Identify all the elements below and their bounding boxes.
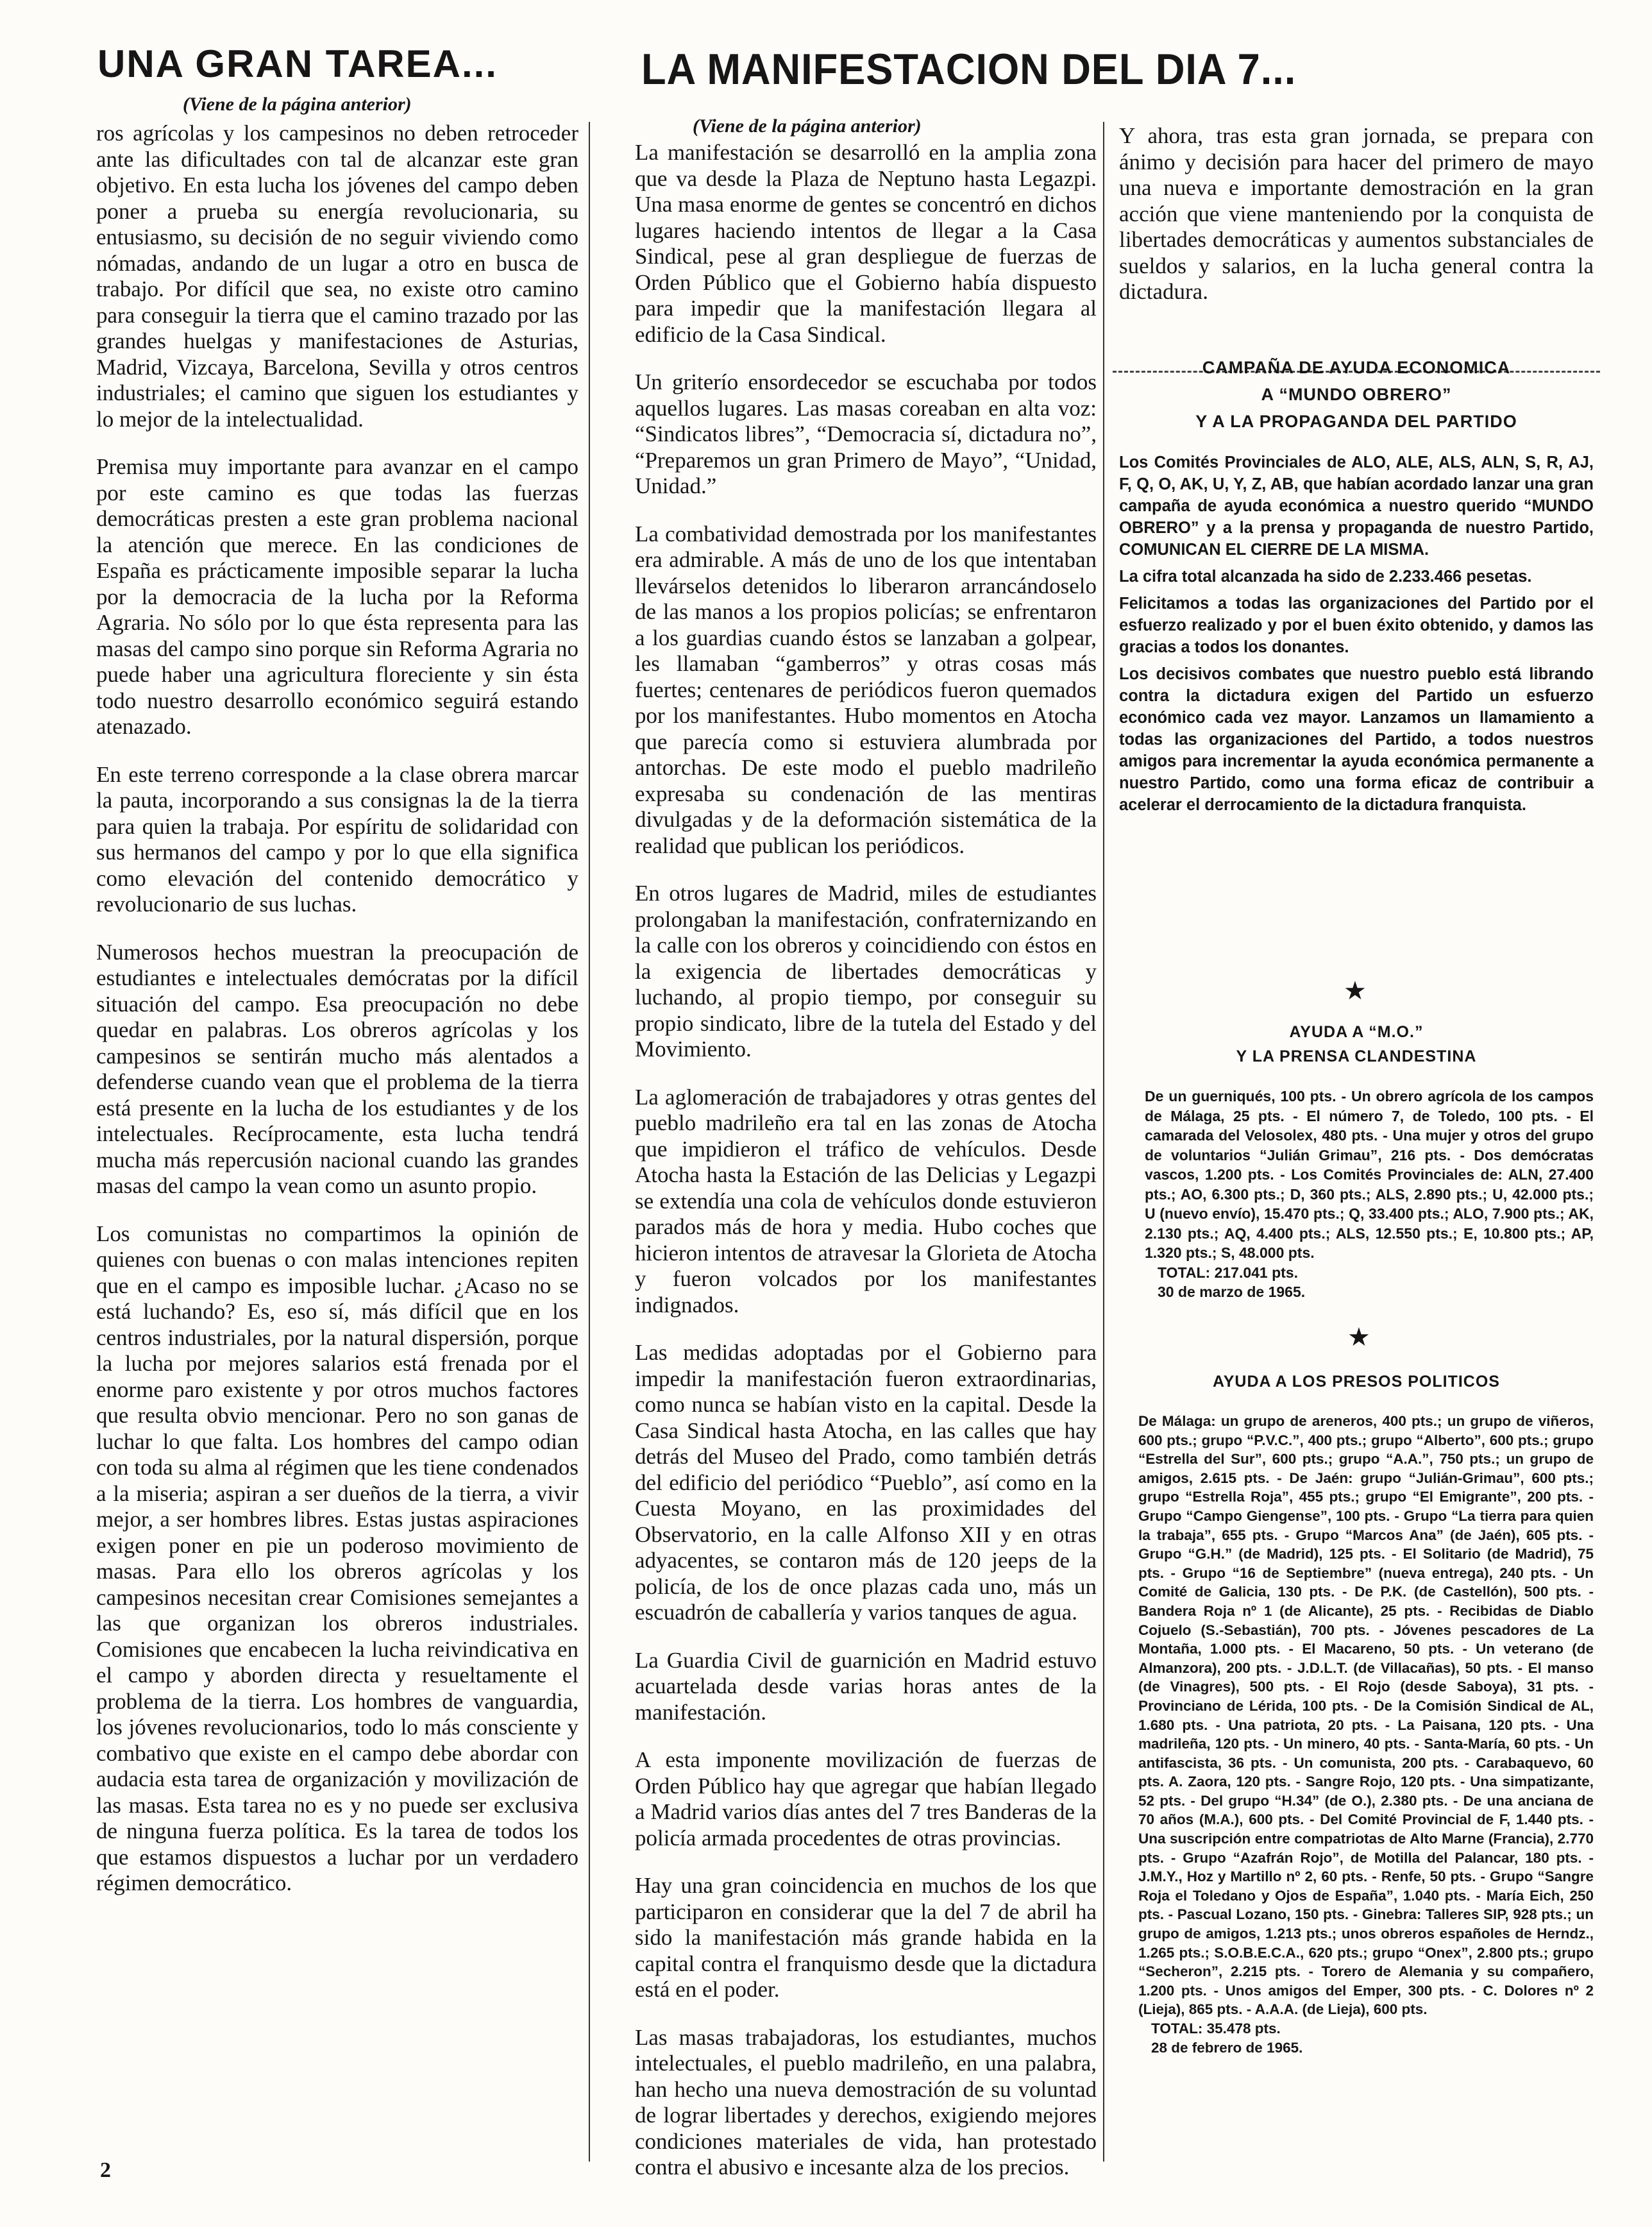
ayuda-presos-text: De Málaga: un grupo de areneros, 400 pts.; un grupo de viñeros, 600 pts.; grupo “P.V.C.”, 400 pts.; grupo “Alberto”, 600 pts.; grupo “Estrella del Sur”, 600 pts.; grupo “A.A.”, 750 pts.; un grupo de amigos, 2.615 pts. - De Jaén: grupo “Julián-Grimau”, 600 pts.; grupo “Estrella Roja”, 455 pts.; grupo “El Emigrante”, 200 pts. - Grupo “Campo Giengense”, 100 pts. - Grupo “La tierra para quien la trabaja”, 655 pts. - Grupo “Marcos Ana” (de Jaén), 605 pts. - Grupo “G.H.” (de Madrid), 125 pts. - El Solitario (de Madrid), 75 pts. - Grupo “16 de Septiembre” (nueva entrega), 240 pts. - Un Comité de Galicia, 130 pts. - De P.K. (de Castellón), 500 pts. - Bandera Roja nº 1 (de Alicante), 25 pts. - Recibidas de Diablo Cojuelo (S.-Sebastián), 700 pts. - Jóvenes pescadores de La Montaña, 1.000 pts. - El Macareno, 50 pts. - Un veterano (de Almanzora), 200 pts. - J.D.L.T. (de Villacañas), 50 pts. - El manso (de Vinagres), 500 pts. - El Rojo (desde Saboya), 31 pts. - Provinciano de Lérida, 100 pts. - De la Comisión Sindical de AL, 1.680 pts. - Una patriota, 20 pts. - La Paisana, 120 pts. - Una madrileña, 120 pts. - Un minero, 40 pts. - Santa-María, 60 pts. - Un antifascista, 36 pts. - Un comunista, 200 pts. - Carabaquevo, 60 pts. A. Zaora, 120 pts. - Sangre Rojo, 120 pts. - Una simpatizante, 52 pts. - Del grupo “H.34” (de O.), 2.380 pts. - De una anciana de 70 años (M.A.), 600 pts. - Del Comité Provincial de F, 1.440 pts. - Una suscripción entre compatriotas de Alto Marne (Francia), 2.770 pts. - Grupo “Azafrán Rojo”, de Motilla del Palancar, 180 pts. - J.M.Y., Hoz y Martillo nº 2, 60 pts. - Renfe, 50 pts. - Grupo “Sangre Roja el Toledano y Ojos de España”, 1.040 pts. - María Eich, 250 pts. - Pascual Lozano, 150 pts. - Ginebra: Talleres SIP, 928 pts.; un grupo de amigos, 1.213 pts.; unos obreros españoles de Herndz., 1.265 pts.; S.O.B.E.C.A., 620 pts.; grupo “Onex”, 2.800 pts.; grupo “Secheron”, 2.215 pts. - Torero de Alemania y su compañero, 1.200 pts. - Unos amigos del Emper, 300 pts. - C. Dolores nº 2 (Lieja), 865 pts. - A.A.A. (de Lieja), 600 pts. xyxy=(1138,1413,1594,2018)
middle-paragraph: La Guardia Civil de guarnición en Madrid estuvo acuartelada desde varias horas antes de la manifestación. xyxy=(635,1647,1097,1725)
ayuda-presos-date: 28 de febrero de 1965. xyxy=(1151,2039,1303,2056)
ayuda-presos-title: AYUDA A LOS PRESOS POLITICOS xyxy=(1213,1373,1500,1391)
campaign-paragraph: Los decisivos combates que nuestro pueblo está librando contra la dictadura exigen del Partido un esfuerzo económico cada vez mayor. Lanzamos un llamamiento a todas las organizaciones del Partido, a todos nuestros amigos para incrementar la ayuda económica permanente a nuestro Partido, como una forma eficaz de contribuir a acelerar el derrocamiento de la dictadura franquista. xyxy=(1119,665,1594,814)
ayuda-mo-section xyxy=(1119,1020,1594,1302)
left-article-body xyxy=(96,121,578,1918)
page-number: 2 xyxy=(100,2158,111,2182)
campaign-paragraph: Felicitamos a todas las organizaciones del Partido por el esfuerzo realizado y por el buen éxito obtenido, y damos las gracias a todos los donantes. xyxy=(1119,595,1594,656)
campaign-body xyxy=(1119,452,1594,816)
campaign-box xyxy=(1119,354,1594,821)
ayuda-mo-total: TOTAL: 217.041 pts. xyxy=(1158,1264,1298,1281)
middle-paragraph: Las masas trabajadoras, los estudiantes, muchos intelectuales, el pueblo madrileño, en una palabra, han hecho una nueva demostración de su voluntad de lograr libertades y derechos, exigiendo mejores condiciones materiales de vida, han protestado contra el abusivo e incesante alza de los precios. xyxy=(635,2024,1097,2180)
campaign-title-line: CAMPAÑA DE AYUDA ECONOMICA xyxy=(1202,358,1511,377)
left-paragraph: Los comunistas no compartimos la opinión de quienes con buenas o con malas intenciones repiten que en el campo es imposible luchar. ¿Acaso no se está luchando? Es, eso sí, más difícil que en los centros industriales, por la natural dispersión, porque la lucha por mejores salarios está frenada por el enorme paro existente y por otros muchos factores que resulta obvio mencionar. Pero no son ganas de luchar lo que falta. Los hombres del campo odian con toda su alma al régimen que les tiene condenados a la miseria; aspiran a ser dueños de la tierra, a vivir mejor, a ser hombres libres. Estas justas aspiraciones exigen poner en pie un poderoso movimiento de masas. Para ello los obreros agrícolas y los campesinos necesitan crear Comisiones semejantes a las que organizan los obreros industriales. Comisiones que encabecen la lucha reivindicativa en el campo y aborden directa y resueltamente el problema de la tierra. Los hombres de vanguardia, los jóvenes revolucionarios, todo lo más consciente y combativo que existe en el campo debe abordar con audacia esta tarea de organización y movilización de las masas. Esta tarea no es y no puede ser exclusiva de ninguna fuerza política. Es la tarea de todos los que estamos dispuestos a luchar por un verdadero régimen democrático. xyxy=(96,1221,578,1895)
star-divider: ★ xyxy=(1344,976,1367,1005)
middle-paragraph: En otros lugares de Madrid, miles de estudiantes prolongaban la manifestación, confraternizando en la calle con los obreros y coincidiendo con éstos en la exigencia de libertades democráticas y luchando, al propio tiempo, por conseguir su propio sindicato, libre de la tutela del Estado y del Movimiento. xyxy=(635,881,1097,1062)
middle-headline: LA MANIFESTACION DEL DIA 7... xyxy=(641,45,1297,94)
ayuda-mo-title-line: AYUDA A “M.O.” xyxy=(1289,1023,1424,1041)
middle-paragraph: La aglomeración de trabajadores y otras gentes del pueblo madrileño era tal en las zonas de Atocha que impidieron el tráfico de vehículos. Desde Atocha hasta la Estación de las Delicias y Legazpi se extendía una cola de vehículos donde estuvieron parados más de hora y media. Hubo coches que hicieron intentos de atravesar la Glorieta de Atocha y fueron volcados por los manifestantes indignados. xyxy=(635,1084,1097,1317)
campaign-title-line: A “MUNDO OBRERO” xyxy=(1261,385,1452,404)
left-headline: UNA GRAN TAREA... xyxy=(97,42,498,85)
left-paragraph: Numerosos hechos muestran la preocupación de estudiantes e intelectuales demócratas por la difícil situación del campo. Esa preocupación no debe quedar en palabras. Los obreros agrícolas y los campesinos se sentirán mucho más alentados a defenderse cuando vean que el problema de la tierra está presente en la lucha de los estudiantes y de los intelectuales. Recíprocamente, esta lucha tendrá mucha más repercusión nacional cuando las grandes masas del campo la vean como un asunto propio. xyxy=(96,939,578,1198)
left-kicker: (Viene de la página anterior) xyxy=(183,94,412,115)
middle-paragraph: Hay una gran coincidencia en muchos de los que participaron en considerar que la del 7 de abril ha sido la manifestación más grande habida en la capital contra el franquismo desde que la dictadura está en el poder. xyxy=(635,1873,1097,2002)
column-divider xyxy=(1103,122,1104,2162)
left-paragraph: ros agrícolas y los campesinos no deben retroceder ante las dificultades con tal de alcanzar este gran objetivo. En esta lucha los jóvenes del campo deben poner a prueba su energía revolucionaria, su entusiasmo, su decisión de no seguir viviendo como nómadas, andando de un lugar a otro en busca de trabajo. Por difícil que sea, no existe otro camino para conseguir la tierra que el camino trazado por las grandes huelgas y manifestaciones de Asturias, Madrid, Vizcaya, Barcelona, Sevilla y otros centros industriales; el camino que siguen los estudiantes y lo mejor de la intelectualidad. xyxy=(96,121,578,432)
middle-paragraph: A esta imponente movilización de fuerzas de Orden Público hay que agregar que habían llegado a Madrid varios días antes del 7 tres Banderas de la policía armada procedentes de otras provincias. xyxy=(635,1747,1097,1850)
ayuda-presos-section xyxy=(1119,1369,1594,2057)
star-divider: ★ xyxy=(1347,1323,1370,1351)
left-paragraph: En este terreno corresponde a la clase obrera marcar la pauta, incorporando a sus consignas la de la tierra para quien la trabaja. Por espíritu de solidaridad con sus hermanos del campo y por lo que ella significa como elevación del contenido democrático y revolucionario de sus luchas. xyxy=(96,761,578,917)
ayuda-mo-text: De un guerniqués, 100 pts. - Un obrero agrícola de los campos de Málaga, 25 pts. - El número 7, de Toledo, 100 pts. - El camarada del Velosolex, 480 pts. - Una mujer y otros del grupo de voluntarios “Julián Grimau”, 216 pts. - Dos demócratas vascos, 1.200 pts. - Los Comités Provinciales de: ALN, 27.400 pts.; AO, 6.300 pts.; D, 360 pts.; ALS, 2.890 pts.; U, 42.000 pts.; U (nuevo envío), 15.470 pts.; Q, 33.400 pts.; ALO, 7.900 pts.; AK, 2.130 pts.; AQ, 4.400 pts.; ALS, 12.550 pts.; E, 10.800 pts.; AP, 1.320 pts.; S, 48.000 pts. xyxy=(1145,1088,1594,1261)
right-continuation: Y ahora, tras esta gran jornada, se prepara con ánimo y decisión para hacer del primero de mayo una nueva e importante demostración en la gran acción que viene manteniendo por la conquista de libertades democráticas y aumentos substanciales de sueldos y salarios, en la lucha general contra la dictadura. xyxy=(1119,123,1594,304)
campaign-title xyxy=(1119,354,1594,435)
ayuda-mo-title-line: Y LA PRENSA CLANDESTINA xyxy=(1236,1047,1477,1065)
column-divider xyxy=(589,122,590,2162)
ayuda-presos-total: TOTAL: 35.478 pts. xyxy=(1151,2020,1281,2036)
ayuda-mo-date: 30 de marzo de 1965. xyxy=(1158,1283,1306,1300)
middle-paragraph: Un griterío ensordecedor se escuchaba por todos aquellos lugares. Las masas coreaban en alta voz: “Sindicatos libres”, “Democracia sí, dictadura no”, “Preparemos un gran Primero de Mayo”, “Unidad, Unidad.” xyxy=(635,369,1097,498)
middle-paragraph: La manifestación se desarrolló en la amplia zona que va desde la Plaza de Neptuno hasta Legazpi. Una masa enorme de gentes se concentró en dichos lugares haciendo intentos de llegar a la Casa Sindical, pese al gran despliegue de fuerzas de Orden Público que el Gobierno había dispuesto para impedir que la manifestación llegara al edificio de la Casa Sindical. xyxy=(635,140,1097,347)
middle-paragraph: Las medidas adoptadas por el Gobierno para impedir la manifestación fueron extraordinarias, como nunca se habían visto en la capital. Desde la Casa Sindical hasta Atocha, en las calles que hay detrás del Museo del Prado, como también detrás del edificio del periódico “Pueblo”, así como en la Cuesta Moyano, en las proximidades del Observatorio, en la calle Alfonso XII y en otras adyacentes, se contaron más de 120 jeeps de la policía, de los de once plazas cada uno, más un escuadrón de caballería y varios tanques de agua. xyxy=(635,1340,1097,1625)
middle-article-body xyxy=(635,140,1097,2203)
campaign-title-line: Y A LA PROPAGANDA DEL PARTIDO xyxy=(1195,412,1517,431)
left-paragraph: Premisa muy importante para avanzar en el campo por este camino es que todas las fuerzas democráticas presten a este gran problema nacional la atención que merece. En las condiciones de España es prácticamente imposible separar la lucha por la democracia de la lucha por la Reforma Agraria. No sólo por lo que ésta representa para las masas del campo sino porque sin Reforma Agraria no puede haber una agricultura floreciente y sin ésta todo nuestro desarrollo económico seguirá estando atenazado. xyxy=(96,454,578,739)
campaign-paragraph: Los Comités Provinciales de ALO, ALE, ALS, ALN, S, R, AJ, F, Q, O, AK, U, Y, Z, AB, que habían acordado lanzar una gran campaña de ayuda económica a nuestro querido “MUNDO OBRERO” y a la prensa y propaganda de nuestro Partido, COMUNICAN EL CIERRE DE LA MISMA. xyxy=(1119,453,1594,559)
campaign-paragraph: La cifra total alcanzada ha sido de 2.233.466 pesetas. xyxy=(1119,568,1532,586)
middle-kicker: (Viene de la página anterior) xyxy=(693,115,922,137)
middle-paragraph: La combatividad demostrada por los manifestantes era admirable. A más de uno de los que intentaban llevárselos detenidos lo liberaron arrancándoselo de las manos a los propios policías; se enfrentaron a los guardias cuando éstos se lanzaban a golpear, les llamaban “gamberros” y otras cosas más fuertes; centenares de periódicos fueron quemados por los manifestantes. Hubo momentos en Atocha que parecía como si estuviera alumbrada por antorchas. De este modo el pueblo madrileño expresaba su condenación de las mentiras divulgadas y de la deformación sistemática de la realidad que publican los periódicos. xyxy=(635,521,1097,858)
